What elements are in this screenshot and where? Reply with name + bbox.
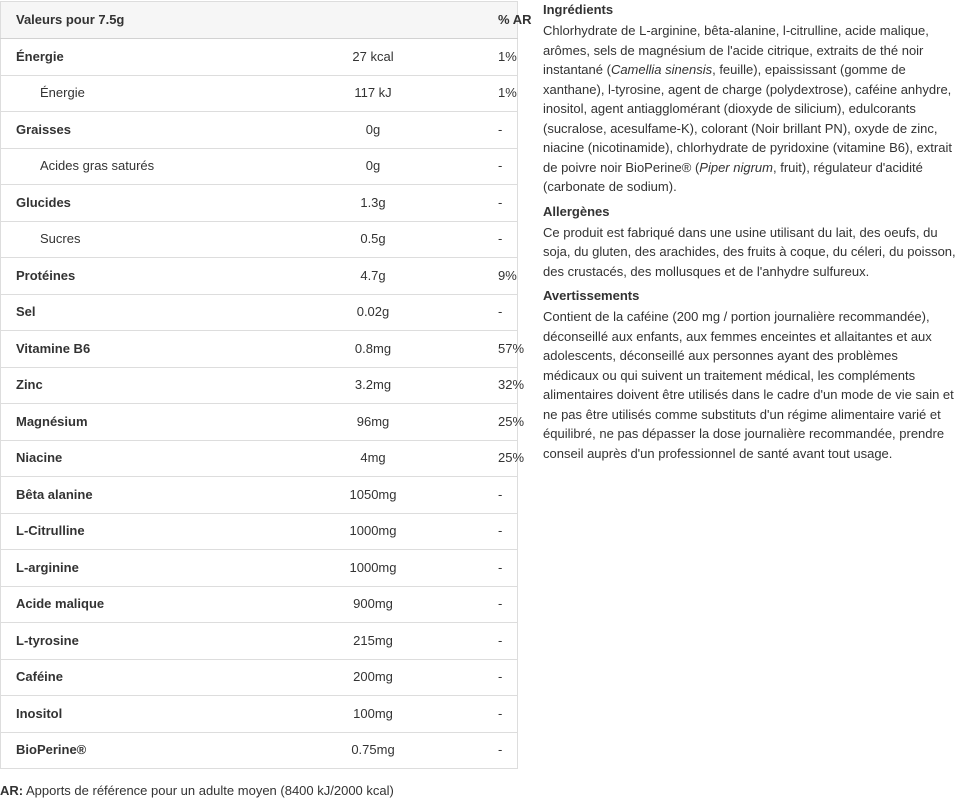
nutrient-name: Énergie: [1, 39, 264, 76]
nutrition-table-body: [1, 39, 525, 769]
table-row: [1, 221, 518, 258]
ingredients-section: [543, 2, 956, 197]
nutrient-name: L-arginine: [1, 550, 264, 587]
table-row: [1, 659, 518, 696]
nutrient-reference-intake: -: [483, 185, 518, 222]
nutrient-reference-intake: -: [483, 513, 518, 550]
table-row: [1, 732, 518, 769]
ingredients-latin-camellia: Camellia sinensis: [610, 62, 713, 77]
nutrient-amount: 3.2mg: [263, 367, 483, 404]
warnings-section: [543, 288, 956, 463]
nutrient-reference-intake: -: [483, 550, 518, 587]
nutrient-name: Magnésium: [1, 404, 264, 441]
table-row: [1, 404, 518, 441]
ingredients-text-part2: , feuille), epaississant (gomme de xanthane), l-tyrosine, agent de charge (polydextrose), caféine anhydre, inositol, agent antiagglomérant (dioxyde de silicium), edulcorants (sucralose, acesulfame-K), colorant (Noir brillant PN), oxyde de zinc, niacine (nicotinamide), chlorhydrate de pyridoxine (vitamine B6), extrait de poivre noir BioPerine® (: [543, 62, 952, 175]
reference-intake-footnote: [0, 782, 394, 800]
header-reference-intake: % AR: [483, 2, 518, 39]
nutrient-amount: 0.75mg: [263, 732, 483, 769]
nutrient-reference-intake: 57%: [483, 331, 518, 368]
nutrient-name: Niacine: [1, 440, 264, 477]
table-row: [1, 367, 518, 404]
nutrient-amount: 0g: [263, 148, 483, 185]
nutrient-reference-intake: -: [483, 294, 518, 331]
table-row: [1, 258, 518, 295]
nutrient-name: Acides gras saturés: [1, 148, 264, 185]
nutrient-amount: 1.3g: [263, 185, 483, 222]
nutrient-reference-intake: 9%: [483, 258, 518, 295]
nutrient-amount: 0.8mg: [263, 331, 483, 368]
nutrient-amount: 200mg: [263, 659, 483, 696]
nutrient-amount: 4.7g: [263, 258, 483, 295]
nutrient-amount: 100mg: [263, 696, 483, 733]
allergens-section: [543, 204, 956, 282]
nutrient-reference-intake: 1%: [483, 39, 518, 76]
nutrient-name: Inositol: [1, 696, 264, 733]
ingredients-text-part1: Chlorhydrate de L-arginine, bêta-alanine, l-citrulline, acide malique, arômes, sels de magnésium de l'acide citrique, extraits de thé noir instantané (: [543, 23, 929, 77]
nutrient-amount: 0g: [263, 112, 483, 149]
nutrient-reference-intake: -: [483, 112, 518, 149]
nutrient-name: Vitamine B6: [1, 331, 264, 368]
ingredients-text-part3: , fruit), régulateur d'acidité (carbonate de sodium).: [543, 159, 923, 194]
ingredients-title: Ingrédients: [543, 2, 614, 17]
header-row: [1, 2, 518, 39]
nutrient-amount: 215mg: [263, 623, 483, 660]
table-row: [1, 112, 518, 149]
nutrient-amount: 4mg: [263, 440, 483, 477]
nutrition-table: [0, 1, 532, 769]
product-info: [543, 2, 956, 470]
warnings-text: Contient de la caféine (200 mg / portion journalière recommandée), déconseillé aux enfants, aux femmes enceintes et allaitantes et aux adolescents, déconseillé aux personnes ayant des problèmes médicaux ou qui suivent un traitement médical, les compléments alimentaires doivent être utilisés dans le cadre d'un mode de vie sain et ne pas être utilisés comme substituts d'un régime alimentaire varié et équilibré, ne pas dépasser la dose journalière recommandée, prendre conseil auprès d'un professionnel de santé avant tout usage.: [543, 309, 954, 461]
nutrient-amount: 27 kcal: [263, 39, 483, 76]
nutrient-name: Acide malique: [1, 586, 264, 623]
nutrition-table-header: [1, 2, 532, 39]
header-serving-size: Valeurs pour 7.5g: [1, 2, 264, 39]
table-row: [1, 185, 518, 222]
table-row: [1, 623, 518, 660]
nutrient-reference-intake: -: [483, 696, 518, 733]
table-row: [1, 39, 518, 76]
nutrient-amount: 117 kJ: [263, 75, 483, 112]
nutrient-name: Caféine: [1, 659, 264, 696]
table-row: [1, 696, 518, 733]
nutrient-reference-intake: -: [483, 477, 518, 514]
ingredients-latin-piper: Piper nigrum: [699, 159, 773, 175]
table-row: [1, 148, 518, 185]
table-row: [1, 513, 518, 550]
ingredients-text: [543, 21, 956, 197]
nutrient-name: BioPerine®: [1, 732, 264, 769]
table-row: [1, 331, 518, 368]
nutrient-reference-intake: 1%: [483, 75, 518, 112]
nutrient-amount: 0.02g: [263, 294, 483, 331]
table-row: [1, 550, 518, 587]
nutrient-reference-intake: -: [483, 732, 518, 769]
nutrient-name: L-Citrulline: [1, 513, 264, 550]
nutrient-name: Zinc: [1, 367, 264, 404]
footnote-text: Apports de référence pour un adulte moyen (8400 kJ/2000 kcal): [23, 783, 394, 798]
table-row: [1, 440, 518, 477]
nutrient-amount: 900mg: [263, 586, 483, 623]
nutrient-reference-intake: 25%: [483, 440, 518, 477]
nutrient-reference-intake: 25%: [483, 404, 518, 441]
nutrient-name: Sel: [1, 294, 264, 331]
nutrient-reference-intake: -: [483, 586, 518, 623]
nutrient-reference-intake: -: [483, 221, 518, 258]
nutrient-reference-intake: 32%: [483, 367, 518, 404]
nutrient-name: Bêta alanine: [1, 477, 264, 514]
nutrient-name: Énergie: [1, 75, 264, 112]
nutrient-name: L-tyrosine: [1, 623, 264, 660]
nutrient-amount: 1000mg: [263, 513, 483, 550]
nutrient-name: Protéines: [1, 258, 264, 295]
nutrient-amount: 0.5g: [263, 221, 483, 258]
nutrient-reference-intake: -: [483, 623, 518, 660]
table-row: [1, 75, 518, 112]
nutrient-name: Graisses: [1, 112, 264, 149]
table-row: [1, 294, 518, 331]
nutrient-amount: 1000mg: [263, 550, 483, 587]
nutrient-name: Glucides: [1, 185, 264, 222]
footnote-label: AR:: [0, 783, 24, 798]
header-amount: [263, 2, 483, 39]
nutrient-reference-intake: -: [483, 148, 518, 185]
table-row: [1, 477, 518, 514]
table-row: [1, 586, 518, 623]
nutrient-reference-intake: -: [483, 659, 518, 696]
nutrient-amount: 96mg: [263, 404, 483, 441]
allergens-title: Allergènes: [543, 203, 610, 219]
allergens-text: Ce produit est fabriqué dans une usine utilisant du lait, des oeufs, du soja, du gluten, des arachides, des fruits à coque, du céleri, du poisson, des crustacés, des mollusques et de l'anhydre sulfureux.: [543, 224, 956, 279]
warnings-title: Avertissements: [543, 288, 640, 303]
nutrient-amount: 1050mg: [263, 477, 483, 514]
nutrient-name: Sucres: [1, 221, 264, 258]
